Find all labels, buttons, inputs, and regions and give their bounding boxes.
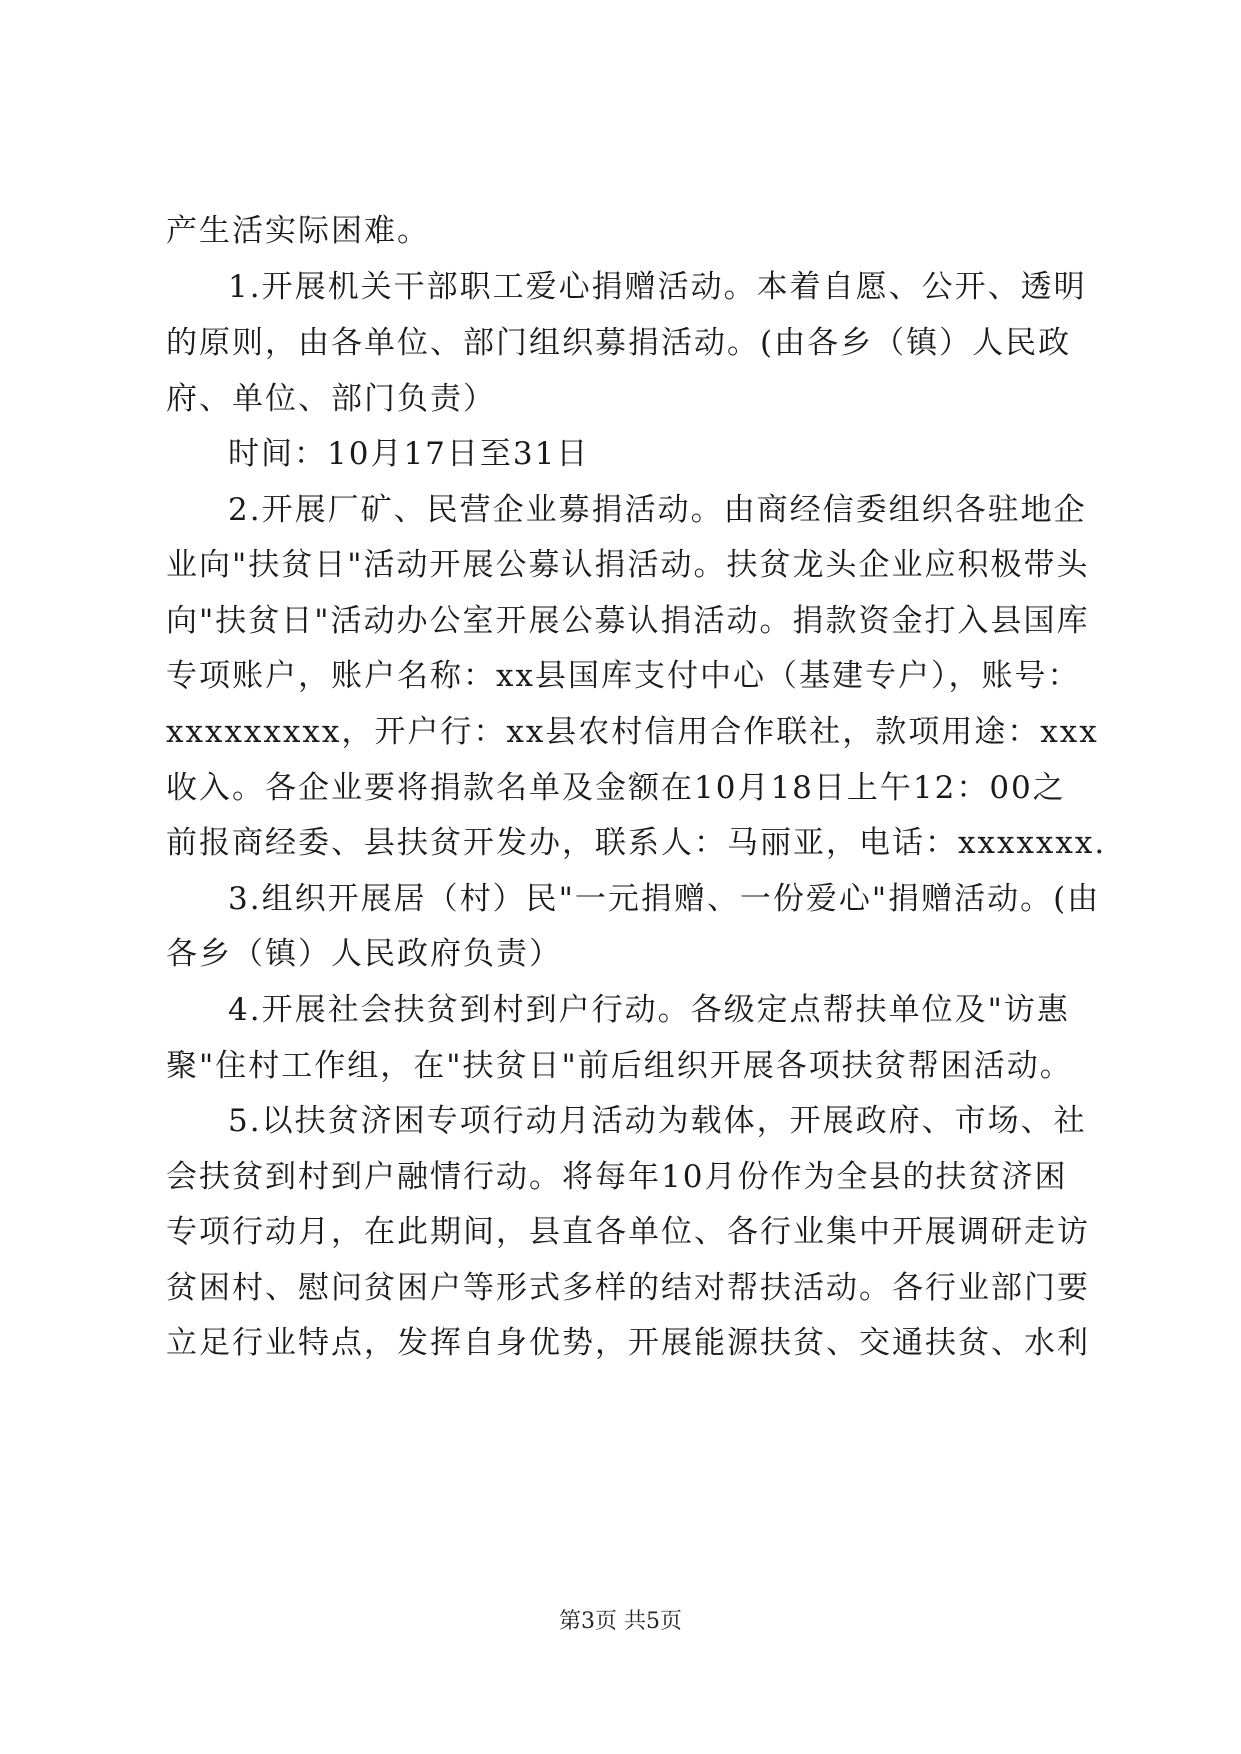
text-line: 专项账户，账户名称：xx县国库支付中心（基建专户），账号： (166, 658, 1081, 694)
text-line: 收入。各企业要将捐款名单及金额在10月18日上午12：00之 (166, 770, 1066, 806)
text-line: 向"扶贫日"活动办公室开展公募认捐活动。捐款资金打入县国库 (166, 603, 1090, 639)
text-line: 5.以扶贫济困专项行动月活动为载体，开展政府、市场、社 (228, 1103, 1087, 1139)
text-line: 3.组织开展居（村）民"一元捐赠、一份爱心"捐赠活动。(由 (228, 881, 1101, 917)
text-line: 2.开展厂矿、民营企业募捐活动。由商经信委组织各驻地企 (228, 492, 1087, 528)
text-line: 府、单位、部门负责） (166, 381, 496, 417)
text-line: 1.开展机关干部职工爱心捐赠活动。本着自愿、公开、透明 (228, 269, 1087, 305)
text-line: 4.开展社会扶贫到村到户行动。各级定点帮扶单位及"访惠 (228, 992, 1070, 1028)
text-line: 业向"扶贫日"活动开展公募认捐活动。扶贫龙头企业应积极带头 (166, 547, 1090, 583)
text-line: 产生活实际困难。 (166, 213, 430, 249)
text-line: 前报商经委、县扶贫开发办，联系人：马丽亚，电话：xxxxxxx. (166, 825, 1107, 861)
text-line: 专项行动月，在此期间，县直各单位、各行业集中开展调研走访 (166, 1214, 1090, 1250)
text-line: 各乡（镇）人民政府负责） (166, 936, 562, 972)
text-line: 立足行业特点，发挥自身优势，开展能源扶贫、交通扶贫、水利 (166, 1325, 1090, 1361)
text-line: 会扶贫到村到户融情行动。将每年10月份作为全县的扶贫济困 (166, 1159, 1068, 1195)
text-line: 聚"住村工作组，在"扶贫日"前后组织开展各项扶贫帮困活动。 (166, 1048, 1073, 1084)
page-number-footer: 第3页 共5页 (559, 1609, 682, 1634)
text-line: 时间：10月17日至31日 (228, 436, 590, 472)
text-line: 的原则，由各单位、部门组织募捐活动。(由各乡（镇）人民政 (166, 325, 1072, 361)
text-line: 贫困村、慰问贫困户等形式多样的结对帮扶活动。各行业部门要 (166, 1270, 1090, 1306)
text-line: xxxxxxxxx，开户行：xx县农村信用合作联社，款项用途：xxx (166, 714, 1099, 750)
